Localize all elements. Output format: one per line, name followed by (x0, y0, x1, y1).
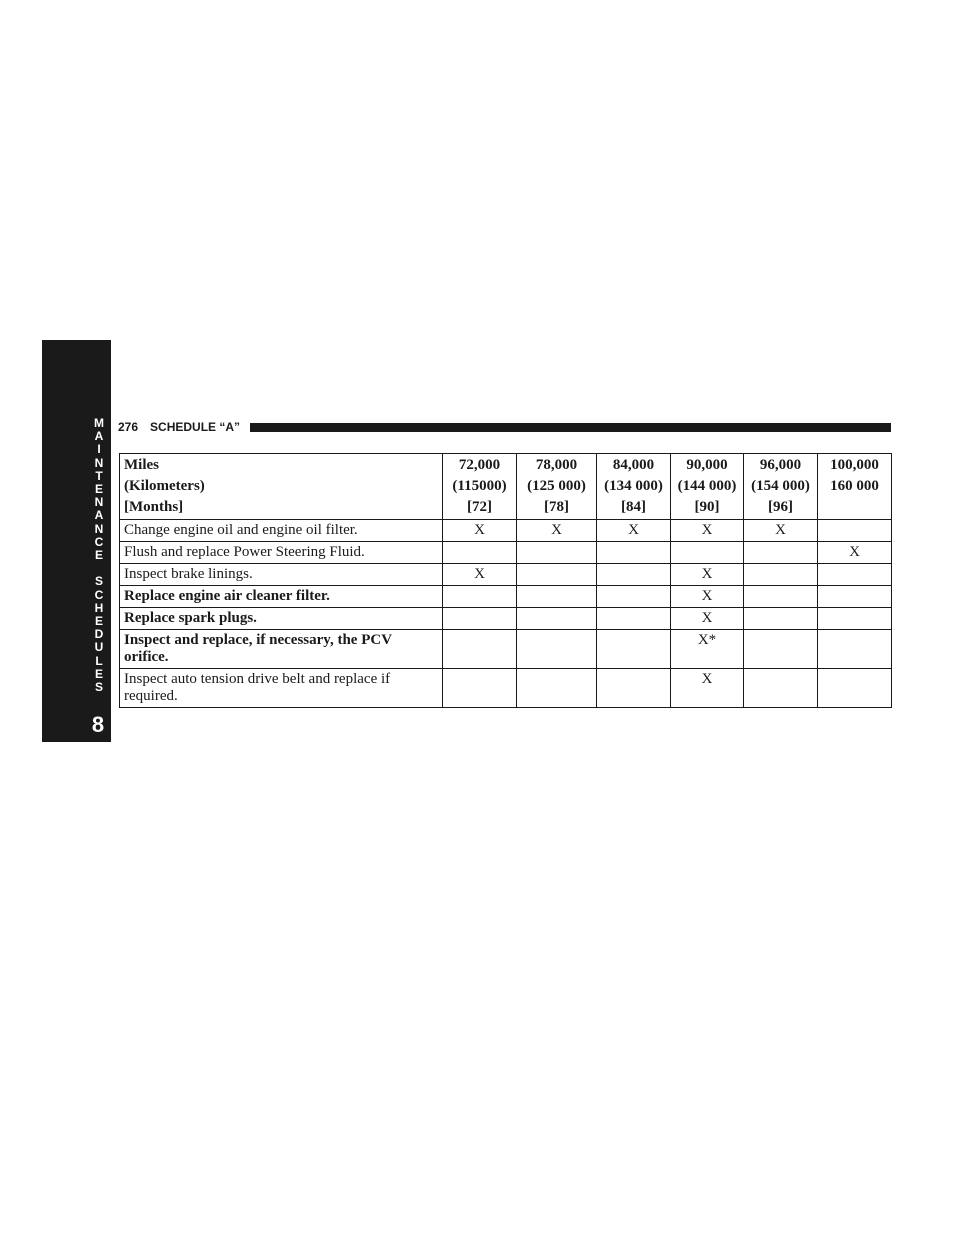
service-mark (517, 542, 597, 564)
interval-miles: 100,000 (830, 457, 879, 473)
service-mark (597, 564, 671, 586)
service-mark: X (671, 608, 744, 630)
interval-km: (154 000) (751, 478, 810, 494)
header-miles: Miles (124, 457, 159, 473)
service-mark (818, 669, 892, 708)
interval-months: [90] (694, 499, 720, 515)
service-mark (744, 586, 818, 608)
interval-km: (134 000) (604, 478, 663, 494)
interval-miles: 84,000 (612, 457, 655, 473)
interval-column-header (517, 454, 597, 520)
interval-miles: 78,000 (535, 457, 578, 473)
interval-column-header (443, 454, 517, 520)
service-mark: X (671, 564, 744, 586)
service-mark: X (443, 564, 517, 586)
service-description: Replace engine air cleaner filter. (120, 586, 443, 608)
service-mark: X (671, 520, 744, 542)
table-row (120, 586, 892, 608)
service-mark (517, 608, 597, 630)
interval-months: [96] (768, 499, 793, 515)
service-mark (443, 586, 517, 608)
interval-miles: 72,000 (458, 457, 501, 473)
section-title: SCHEDULE “A” (150, 420, 241, 434)
service-mark (597, 608, 671, 630)
interval-km: 160 000 (830, 478, 879, 494)
running-header (118, 419, 891, 435)
service-mark (517, 630, 597, 669)
table-header-row (120, 454, 892, 520)
service-mark: X (744, 520, 818, 542)
service-mark (597, 542, 671, 564)
service-mark (744, 564, 818, 586)
service-description: Inspect and replace, if necessary, the PCV orifice. (120, 630, 443, 669)
service-mark: X (671, 669, 744, 708)
table-row (120, 608, 892, 630)
table-row (120, 630, 892, 669)
header-months: [Months] (124, 499, 184, 515)
service-mark (818, 564, 892, 586)
header-kilometers: (Kilometers) (124, 478, 205, 494)
table-row (120, 542, 892, 564)
table-row (120, 520, 892, 542)
service-mark: X (517, 520, 597, 542)
service-mark (517, 586, 597, 608)
interval-km: (144 000) (677, 478, 737, 494)
service-mark (517, 669, 597, 708)
interval-months: [84] (621, 499, 646, 515)
service-mark (744, 630, 818, 669)
service-mark: X (597, 520, 671, 542)
chapter-number: 8 (91, 712, 105, 737)
maintenance-schedule-table (119, 453, 892, 708)
service-description: Inspect brake linings. (120, 564, 443, 586)
service-mark (517, 564, 597, 586)
service-mark: X* (671, 630, 744, 669)
header-label-cell (120, 454, 443, 520)
interval-km: (125 000) (527, 478, 586, 494)
service-mark: X (671, 586, 744, 608)
service-mark (597, 630, 671, 669)
service-mark (744, 608, 818, 630)
interval-column-header (818, 454, 892, 520)
interval-months: [78] (544, 499, 569, 515)
interval-column-header (744, 454, 818, 520)
service-mark (597, 586, 671, 608)
service-description: Flush and replace Power Steering Fluid. (120, 542, 443, 564)
service-mark: X (818, 542, 892, 564)
service-mark (818, 586, 892, 608)
table-row (120, 564, 892, 586)
interval-miles: 90,000 (686, 457, 728, 473)
interval-months: [72] (467, 499, 492, 515)
page-number: 276 (118, 420, 139, 434)
service-mark (443, 669, 517, 708)
service-description: Change engine oil and engine oil filter. (120, 520, 443, 542)
service-mark (744, 542, 818, 564)
service-mark (818, 630, 892, 669)
side-tab-label: M A I N T E N A N C E S C H E D U L E S (94, 416, 104, 695)
interval-miles: 96,000 (759, 457, 802, 473)
service-mark: X (443, 520, 517, 542)
service-mark (597, 669, 671, 708)
service-mark (671, 542, 744, 564)
interval-column-header (671, 454, 744, 520)
service-mark (443, 542, 517, 564)
service-description: Inspect auto tension drive belt and replace if required. (120, 669, 443, 708)
header-rule (250, 423, 891, 432)
service-description: Replace spark plugs. (120, 608, 443, 630)
interval-column-header (597, 454, 671, 520)
service-mark (744, 669, 818, 708)
service-mark (818, 608, 892, 630)
interval-km: (115000) (452, 478, 507, 494)
service-mark (818, 520, 892, 542)
service-mark (443, 630, 517, 669)
service-mark (443, 608, 517, 630)
table-row (120, 669, 892, 708)
